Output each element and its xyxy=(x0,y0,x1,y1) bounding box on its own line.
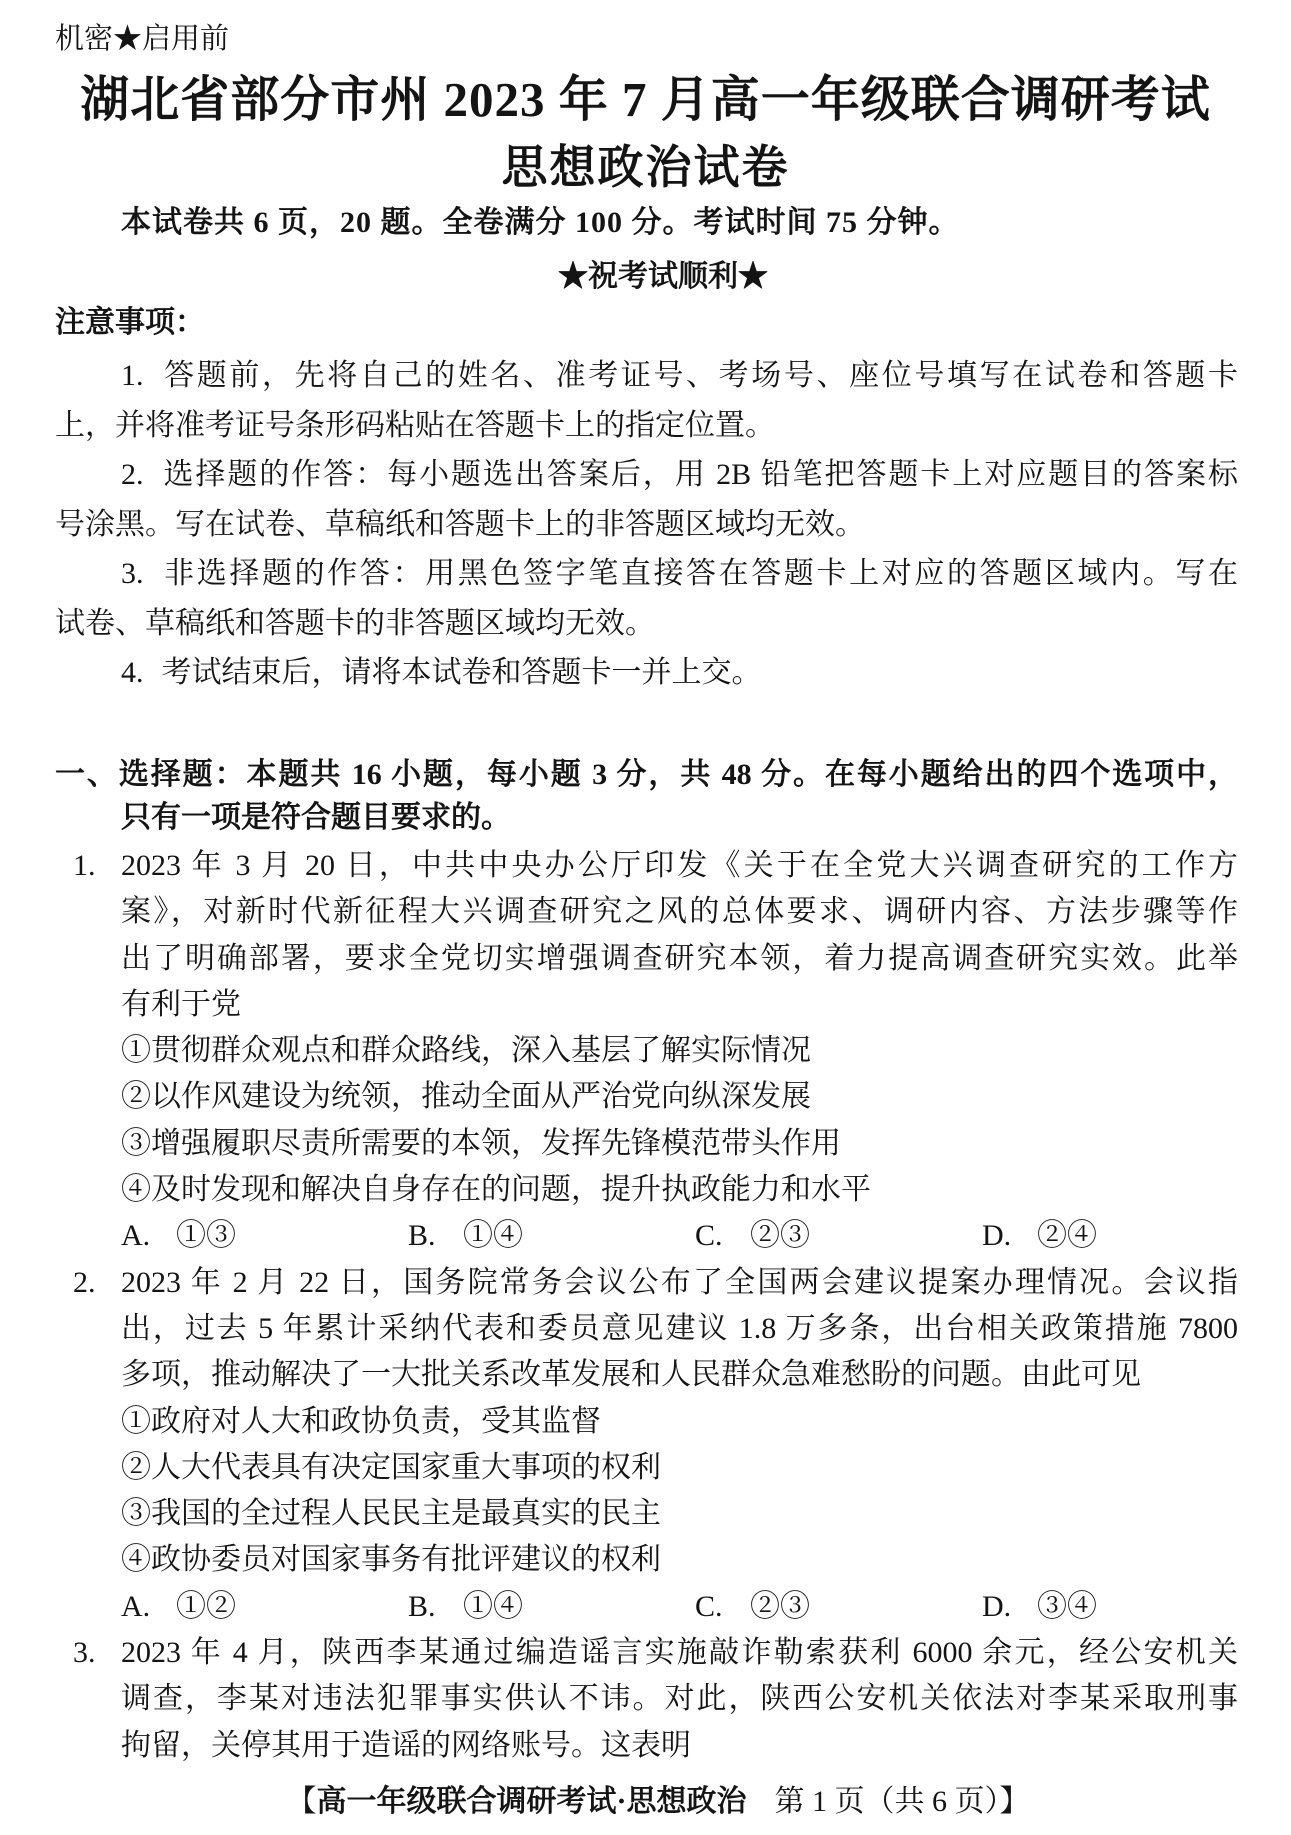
question-number: 1. xyxy=(73,849,96,882)
option-letter: B. xyxy=(408,1589,436,1623)
question-statement: ④及时发现和解决自身存在的问题，提升执政能力和水平 xyxy=(121,1173,871,1207)
note-number: 2. xyxy=(121,458,144,491)
note-line xyxy=(55,549,1238,599)
option-b xyxy=(408,1584,695,1630)
note-text: 答题前，先将自己的姓名、准考证号、考场号、座位号填写在试卷和答题卡 xyxy=(161,359,1238,392)
question-stem-line: 出，过去 5 年累计采纳代表和委员意见建议 1.8 万多条，出台相关政策措施 7800 xyxy=(121,1311,1238,1345)
option-c xyxy=(695,1584,982,1630)
option-a xyxy=(121,1584,408,1630)
option-value: ①③ xyxy=(176,1219,236,1253)
confidentiality-mark: 机密★启用前 xyxy=(55,23,230,55)
question-number: 2. xyxy=(73,1265,96,1299)
question-body xyxy=(121,843,1238,1260)
page-footer xyxy=(25,1782,1291,1822)
note-item-3 xyxy=(55,549,1238,648)
option-d xyxy=(982,1213,1097,1259)
section-heading-line: 一、选择题：本题共 16 小题，每小题 3 分，共 48 分。在每小题给出的四个选项中， xyxy=(55,758,1238,791)
question-stem-line: 出了明确部署，要求全党切实增强调查研究本领，着力提高调查研究实效。此举 xyxy=(121,941,1238,975)
exam-info: 本试卷共 6 页，20 题。全卷满分 100 分。考试时间 75 分钟。 xyxy=(121,206,960,239)
option-c xyxy=(695,1213,982,1259)
question-3 xyxy=(0,1630,1291,1769)
question-body xyxy=(121,1630,1238,1769)
question-stem-line: 案》，对新时代新征程大兴调查研究之风的总体要求、调研内容、方法步骤等作 xyxy=(121,895,1238,929)
question-2 xyxy=(0,1260,1291,1630)
question-stem-line: 多项，推动解决了一大批关系改革发展和人民群众急难愁盼的问题。由此可见 xyxy=(121,1358,1141,1392)
option-letter: A. xyxy=(121,1219,151,1253)
note-number: 4. xyxy=(121,656,144,689)
question-stem-line: 2023 年 2 月 22 日，国务院常务会议公布了全国两会建议提案办理情况。会议指 xyxy=(121,1265,1238,1299)
option-letter: B. xyxy=(408,1219,436,1253)
question-stem-line: 2023 年 4 月，陕西李某通过编造谣言实施敲诈勒索获利 6000 余元，经公安机关 xyxy=(121,1636,1238,1670)
options-row xyxy=(121,1213,1238,1259)
option-value: ②③ xyxy=(750,1589,810,1623)
question-number: 3. xyxy=(73,1636,96,1670)
question-statement: ③增强履职尽责所需要的本领，发挥先锋模范带头作用 xyxy=(121,1126,841,1160)
question-statement: ①贯彻群众观点和群众路线，深入基层了解实际情况 xyxy=(121,1034,811,1068)
question-1 xyxy=(0,843,1291,1260)
option-letter: D. xyxy=(982,1589,1012,1623)
question-statement: ④政协委员对国家事务有批评建议的权利 xyxy=(121,1543,661,1577)
note-text: 选择题的作答：每小题选出答案后，用 2B 铅笔把答题卡上对应题目的答案标 xyxy=(161,458,1238,491)
section-heading-line: 只有一项是符合题目要求的。 xyxy=(121,801,511,835)
note-line xyxy=(55,351,1238,401)
options-row xyxy=(121,1584,1238,1630)
footer-page-info: 第 1 页（共 6 页） xyxy=(774,1785,1000,1818)
option-a xyxy=(121,1213,408,1259)
section-heading xyxy=(55,753,1238,840)
option-value: ③④ xyxy=(1037,1589,1097,1623)
note-text: 考试结束后，请将本试卷和答题卡一并上交。 xyxy=(161,656,762,689)
option-letter: C. xyxy=(695,1589,723,1623)
option-d xyxy=(982,1584,1097,1630)
note-number: 1. xyxy=(121,359,144,392)
notes-list xyxy=(55,351,1238,698)
subject-title: 思想政治试卷 xyxy=(501,142,790,193)
note-line: 上，并将准考证号条形码粘贴在答题卡上的指定位置。 xyxy=(55,408,775,442)
option-value: ②④ xyxy=(1037,1219,1097,1253)
note-line: 号涂黑。写在试卷、草稿纸和答题卡上的非答题区域均无效。 xyxy=(55,507,865,541)
option-b xyxy=(408,1213,695,1259)
question-statement: ①政府对人大和政协负责，受其监督 xyxy=(121,1404,601,1438)
question-body xyxy=(121,1260,1238,1630)
exam-title: 湖北省部分市州 2023 年 7 月高一年级联合调研考试 xyxy=(80,72,1211,127)
blessing-line: ★祝考试顺利★ xyxy=(558,260,768,293)
note-text: 非选择题的作答：用黑色签字笔直接答在答题卡上对应的答题区域内。写在 xyxy=(161,557,1238,590)
notes-heading: 注意事项： xyxy=(55,306,205,339)
note-line xyxy=(55,648,1238,698)
note-item-2 xyxy=(55,450,1238,549)
option-letter: C. xyxy=(695,1219,723,1253)
question-statement: ③我国的全过程人民民主是最真实的民主 xyxy=(121,1497,661,1531)
option-value: ①④ xyxy=(463,1219,523,1253)
option-value: ①④ xyxy=(463,1589,523,1623)
note-item-4 xyxy=(55,648,1238,698)
questions-list xyxy=(0,843,1291,1769)
note-line xyxy=(55,450,1238,500)
option-value: ①② xyxy=(176,1589,236,1623)
footer-title: 高一年级联合调研考试·思想政治 xyxy=(316,1785,747,1818)
option-letter: A. xyxy=(121,1589,151,1623)
footer-bracket-close: 】 xyxy=(999,1785,1030,1818)
question-stem-line: 拘留，关停其用于造谣的网络账号。这表明 xyxy=(121,1728,691,1762)
question-statement: ②以作风建设为统领，推动全面从严治党向纵深发展 xyxy=(121,1080,811,1114)
note-line: 试卷、草稿纸和答题卡的非答题区域均无效。 xyxy=(55,606,655,640)
question-stem-line: 2023 年 3 月 20 日，中共中央办公厅印发《关于在全党大兴调查研究的工作方 xyxy=(121,849,1238,882)
footer-bracket-open: 【 xyxy=(286,1785,317,1818)
option-letter: D. xyxy=(982,1219,1012,1253)
note-item-1 xyxy=(55,351,1238,450)
question-stem-line: 有利于党 xyxy=(121,987,241,1021)
question-stem-line: 调查，李某对违法犯罪事实供认不讳。对此，陕西公安机关依法对李某采取刑事 xyxy=(121,1682,1238,1716)
note-number: 3. xyxy=(121,557,144,590)
question-statement: ②人大代表具有决定国家重大事项的权利 xyxy=(121,1450,661,1484)
option-value: ②③ xyxy=(750,1219,810,1253)
